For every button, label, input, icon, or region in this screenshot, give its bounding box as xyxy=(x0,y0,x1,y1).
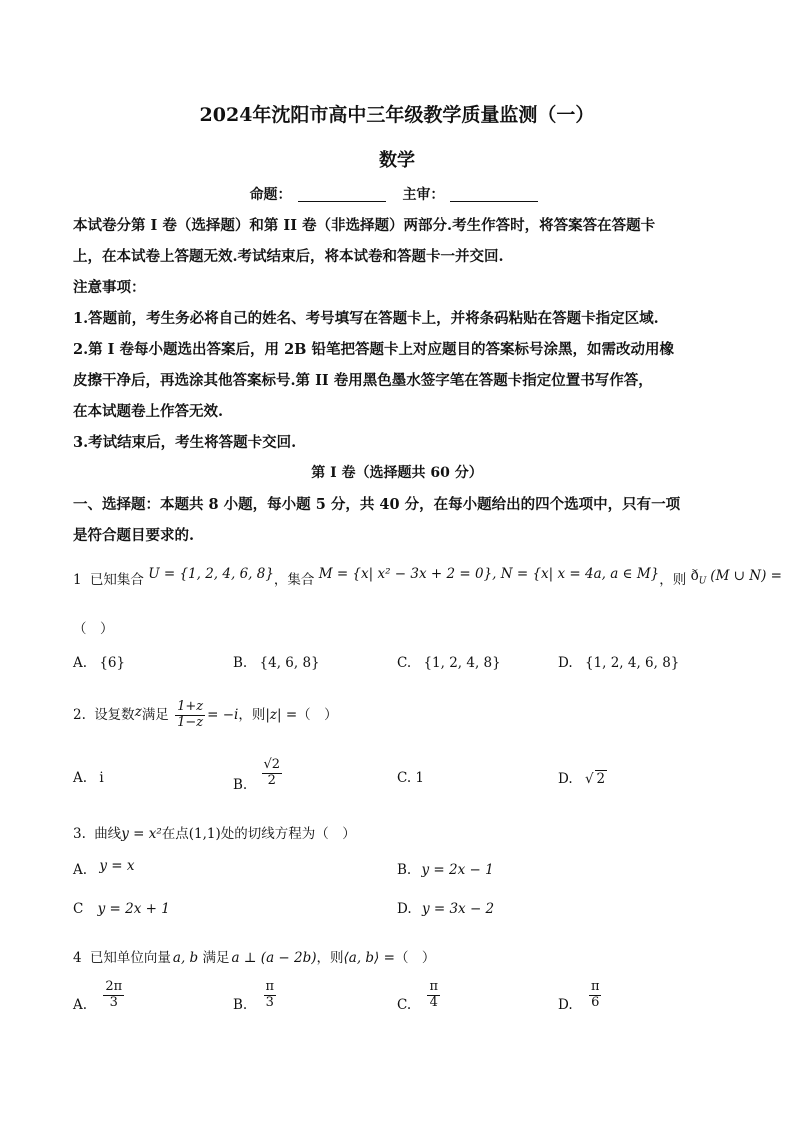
q4-angle: ⟨a, b⟩ = xyxy=(343,950,395,966)
intro-line-1: 本试卷分第 I 卷（选择题）和第 II 卷（非选择题）两部分.考生作答时，将答案答在答题卡 xyxy=(73,217,656,234)
q1-option-a[interactable]: A. {6} xyxy=(73,655,126,671)
section-heading: 第 I 卷（选择题共 60 分） xyxy=(311,465,483,481)
q1-number: 1 xyxy=(73,572,82,588)
q2-variable: z xyxy=(134,703,142,720)
q3-curve: y = x² xyxy=(121,826,162,842)
notice-2c: 在本试题卷上作答无效. xyxy=(73,403,224,420)
question-4 xyxy=(73,946,435,966)
q4-option-a[interactable]: A. $\frac{2\pi}{3}$ xyxy=(73,979,123,1013)
q1-set-u: U = {1, 2, 4, 6, 8} xyxy=(148,566,274,582)
q4-paren: （ ） xyxy=(394,950,436,966)
q1-set-n: , N = {x| x = 4a, a ∈ M} xyxy=(492,566,660,582)
intro-line-2: 上，在本试卷上答题无效.考试结束后，将本试卷和答题卡一并交回. xyxy=(73,248,504,265)
q1-option-d[interactable]: D. {1, 2, 4, 6, 8} xyxy=(558,655,680,671)
q2-text-1: 设复数 xyxy=(94,706,135,723)
author-label: 命题： xyxy=(249,187,292,203)
q2-rhs: = −i xyxy=(207,706,239,723)
notice-2b: 皮擦干净后，再选涂其他答案标号.第 II 卷用黑色墨水签字笔在答题卡指定位置书写作答， xyxy=(73,372,653,389)
notice-3: 3.考试结束后，考生将答题卡交回. xyxy=(73,434,297,451)
q2-text-3: ，则 xyxy=(238,706,266,723)
q2-text-2: 满足 xyxy=(141,706,169,723)
q2-option-a[interactable]: A. i xyxy=(73,770,104,786)
author-line xyxy=(0,184,794,204)
q4-option-d[interactable]: D. $\frac{\pi}{6}$ xyxy=(558,979,600,1013)
q3-text-1: 曲线 xyxy=(94,826,122,842)
q1-text-2: ，集合 xyxy=(273,572,315,588)
page-title: 2024年沈阳市高中三年级教学质量监测（一） xyxy=(199,104,595,126)
q4-text-2: 满足 xyxy=(202,950,230,966)
q2-fraction: $\frac{1+z}{1-z}$ xyxy=(177,699,204,730)
q1-option-b[interactable]: B. {4, 6, 8} xyxy=(233,655,320,671)
q2-option-b[interactable]: B. $\frac{√2}{2}$ xyxy=(233,757,281,793)
q1-paren: （ ） xyxy=(73,621,114,637)
q3-option-c[interactable]: C y = 2x + 1 xyxy=(73,901,170,917)
subject-title: 数学 xyxy=(379,150,415,171)
q4-condition: a ⊥ (a − 2b) xyxy=(231,950,317,966)
q3-text-2: 在点 xyxy=(161,826,189,842)
q1-text-1: 已知集合 xyxy=(89,572,144,588)
notice-heading: 注意事项： xyxy=(73,279,146,296)
question-1 xyxy=(73,568,782,591)
reviewer-label: 主审： xyxy=(402,187,445,203)
q3-option-d[interactable]: D. y = 3x − 2 xyxy=(397,901,495,917)
section-instruction-2: 是符合题目要求的. xyxy=(73,527,195,544)
q2-paren: （ ） xyxy=(297,706,338,723)
q4-option-b[interactable]: B. $\frac{\pi}{3}$ xyxy=(233,979,275,1013)
q1-option-c[interactable]: C. {1, 2, 4, 8} xyxy=(397,655,501,671)
q1-complement: $ð_U$ (M ∪ N) = xyxy=(690,568,782,587)
q2-option-d[interactable]: D. √ 2 xyxy=(558,771,606,787)
q4-option-c[interactable]: C. $\frac{\pi}{4}$ xyxy=(397,979,438,1013)
notice-2a: 2.第 I 卷每小题选出答案后，用 2B 铅笔把答题卡上对应题目的答案标号涂黑，如需改动用橡 xyxy=(73,341,674,358)
q3-option-b[interactable]: B. y = 2x − 1 xyxy=(397,862,494,878)
q3-option-a[interactable]: A. y = x xyxy=(73,858,135,878)
q4-text-1: 已知单位向量 xyxy=(89,950,171,966)
q2-option-c[interactable]: C. 1 xyxy=(397,770,425,786)
section-instruction-1: 一、选择题：本题共 8 小题，每小题 5 分，共 40 分，在每小题给出的四个选项中，只有一项 xyxy=(73,496,681,513)
author-blank xyxy=(298,187,386,202)
notice-1: 1.答题前，考生务必将自己的姓名、考号填写在答题卡上，并将条码粘贴在答题卡指定区域. xyxy=(73,310,659,327)
q2-number: 2. xyxy=(73,706,86,723)
q2-modulus: |z| = xyxy=(265,706,298,723)
q4-number: 4 xyxy=(73,950,82,966)
q1-text-3: ，则 xyxy=(659,572,687,588)
q4-vectors: a, b xyxy=(172,950,199,966)
q3-point: (1,1) xyxy=(188,826,221,842)
q1-set-m: M = {x| x² − 3x + 2 = 0} xyxy=(318,566,493,582)
q4-text-3: ，则 xyxy=(316,950,344,966)
q3-text-3: 处的切线方程为（ ） xyxy=(220,826,356,842)
reviewer-blank xyxy=(450,187,538,202)
question-3 xyxy=(73,822,356,842)
question-2 xyxy=(73,700,338,731)
q3-number: 3. xyxy=(73,826,86,842)
